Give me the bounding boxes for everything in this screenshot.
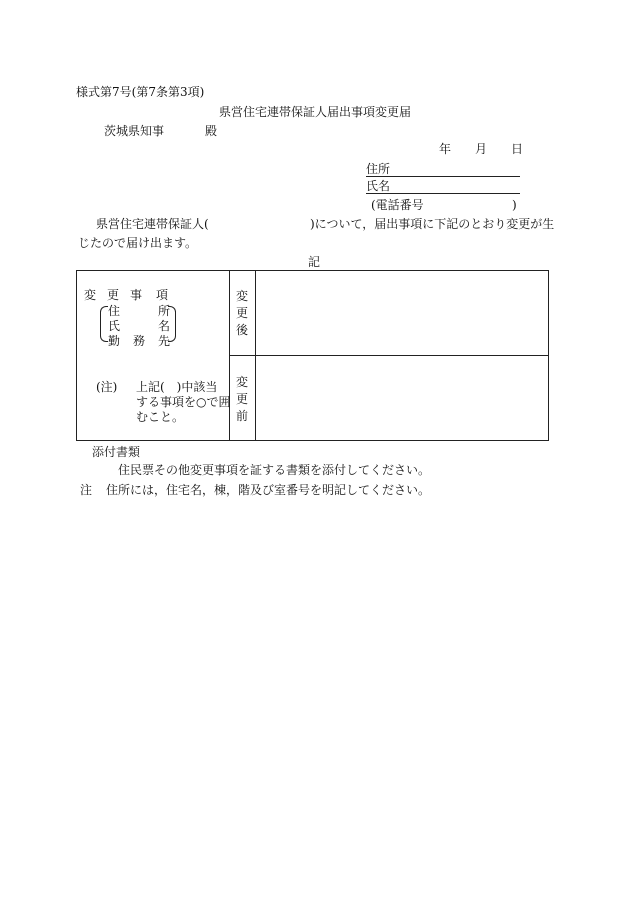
item-address-right: 所: [158, 304, 171, 318]
date-day: 日: [511, 142, 524, 156]
name-field[interactable]: [366, 193, 520, 194]
form-title: 県営住宅連帯保証人届出事項変更届: [219, 105, 412, 119]
note-line-1: 上記( )中該当: [136, 380, 218, 394]
phone-close: ): [512, 198, 517, 212]
items-header-2: 更: [107, 288, 120, 302]
item-work-mid: 務: [133, 334, 146, 348]
after-label: 変更後: [235, 289, 248, 337]
item-work-left: 勤: [108, 334, 121, 348]
note-line-3: むこと。: [136, 410, 185, 424]
address-label: 住所: [366, 162, 391, 176]
item-address-left: 住: [108, 304, 121, 318]
addressee: 茨城県知事: [104, 124, 165, 138]
item-name-left: 氏: [108, 319, 121, 333]
name-label: 氏名: [366, 179, 391, 193]
footnote-text: 住所には，住宅名，棟，階及び室番号を明記してください。: [106, 483, 431, 497]
after-change-field[interactable]: [257, 272, 547, 354]
items-header-4: 項: [156, 288, 169, 302]
note-label: (注): [96, 380, 118, 394]
date-month: 月: [475, 142, 488, 156]
body-line1-suffix: )について，届出事項に下記のとおり変更が生: [310, 217, 555, 231]
attachments-text: 住民票その他変更事項を証する書類を添付してください。: [118, 463, 431, 477]
table-row-divider: [229, 355, 549, 356]
before-change-field[interactable]: [257, 357, 547, 439]
item-work-right: 先: [158, 334, 171, 348]
honorific: 殿: [205, 124, 218, 138]
ki-heading: 記: [308, 255, 321, 269]
bracket-left: [100, 306, 108, 342]
date-year: 年: [439, 142, 452, 156]
items-header-1: 変: [84, 288, 97, 302]
note-line-2: する事項を○で囲: [136, 395, 231, 409]
body-line1-prefix: 県営住宅連帯保証人(: [96, 217, 209, 231]
item-name-right: 名: [158, 319, 171, 333]
footnote-label: 注: [80, 483, 93, 497]
form-number: 様式第7号(第7条第3項): [76, 85, 205, 99]
phone-label: (電話番号: [371, 198, 424, 212]
items-header-3: 事: [130, 288, 143, 302]
address-field[interactable]: [366, 176, 520, 177]
attachments-heading: 添付書類: [92, 445, 141, 459]
before-label: 変更前: [235, 375, 248, 423]
body-line2: じたので届け出ます。: [78, 236, 198, 250]
